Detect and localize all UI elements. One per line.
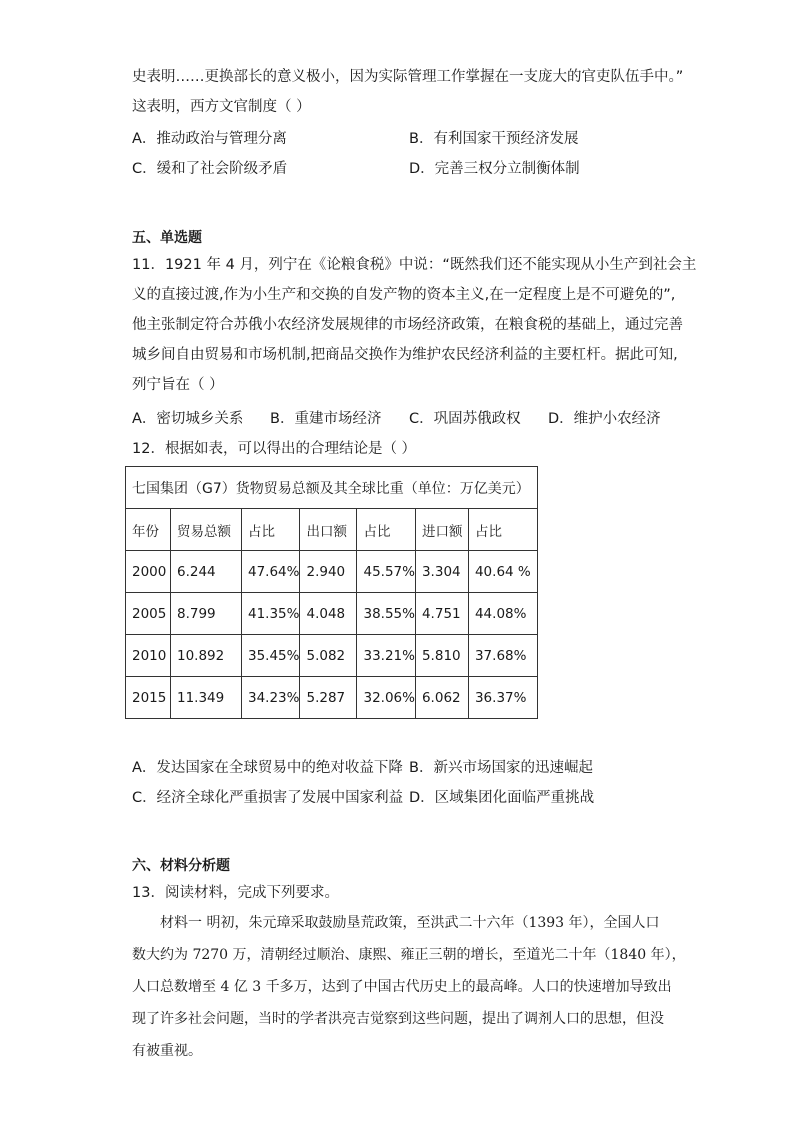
table-header-cell: 出口额 <box>300 509 357 551</box>
table-cell: 5.082 <box>300 635 357 677</box>
q11-stem-line3: 他主张制定符合苏俄小农经济发展规律的市场经济政策，在粮食税的基础上，通过完善 <box>132 317 683 333</box>
q12-option-a[interactable]: A．发达国家在全球贸易中的绝对收益下降 <box>132 760 403 776</box>
q10-option-b[interactable]: B．有利国家干预经济发展 <box>409 131 579 147</box>
table-header-cell: 占比 <box>468 509 537 551</box>
q12-option-c[interactable]: C．经济全球化严重损害了发展中国家利益 <box>132 790 404 806</box>
table-cell: 36.37% <box>468 677 537 719</box>
q11-option-a[interactable]: A．密切城乡关系 <box>132 411 244 427</box>
table-cell: 2005 <box>126 593 171 635</box>
section-title-single-choice: 五、单选题 <box>132 230 202 246</box>
table-header-cell: 进口额 <box>415 509 468 551</box>
table-cell: 4.048 <box>300 593 357 635</box>
table-cell: 3.304 <box>415 551 468 593</box>
table-cell: 45.57% <box>357 551 415 593</box>
table-cell: 2.940 <box>300 551 357 593</box>
q11-stem-line5: 列宁旨在（ ） <box>132 377 224 393</box>
table-cell: 5.287 <box>300 677 357 719</box>
q10-option-d[interactable]: D．完善三权分立制衡体制 <box>409 161 580 177</box>
table-cell: 35.45% <box>242 635 300 677</box>
q12-option-d[interactable]: D．区域集团化面临严重挑战 <box>409 790 595 806</box>
table-cell: 44.08% <box>468 593 537 635</box>
q10-stem-line1: 史表明……更换部长的意义极小，因为实际管理工作掌握在一支庞大的官吏队伍手中。” <box>132 69 684 85</box>
table-cell: 5.810 <box>415 635 468 677</box>
table-row <box>126 677 538 719</box>
q11-stem-line4: 城乡间自由贸易和市场机制,把商品交换作为维护农民经济利益的主要杠杆。据此可知, <box>132 347 678 363</box>
q11-stem-line1: 11．1921 年 4 月，列宁在《论粮食税》中说：“既然我们还不能实现从小生产到社会主 <box>132 257 697 273</box>
table-cell: 6.062 <box>415 677 468 719</box>
table-cell: 4.751 <box>415 593 468 635</box>
table-cell: 33.21% <box>357 635 415 677</box>
q11-option-b[interactable]: B．重建市场经济 <box>270 411 382 427</box>
material-line: 数大约为 7270 万，清朝经过顺治、康熙、雍正三朝的增长，至道光二十年（1840 年）， <box>132 947 686 963</box>
table-caption-row <box>126 467 538 509</box>
q11-stem-line2: 义的直接过渡,作为小生产和交换的自发产物的资本主义,在一定程度上是不可避免的”, <box>132 287 676 303</box>
table-cell: 8.799 <box>171 593 242 635</box>
table-cell: 47.64% <box>242 551 300 593</box>
q11-option-d[interactable]: D．维护小农经济 <box>548 411 661 427</box>
q10-stem-line2: 这表明，西方文官制度（ ） <box>132 99 311 115</box>
table-header-cell: 贸易总额 <box>171 509 242 551</box>
material-line: 有被重视。 <box>132 1043 202 1059</box>
table-cell: 11.349 <box>171 677 242 719</box>
material-line: 材料一 明初，朱元璋采取鼓励垦荒政策，至洪武二十六年（1393 年），全国人口 <box>160 915 660 931</box>
table-row <box>126 551 538 593</box>
table-cell: 32.06% <box>357 677 415 719</box>
table-header-cell: 占比 <box>242 509 300 551</box>
table-header-cell: 占比 <box>357 509 415 551</box>
table-cell: 37.68% <box>468 635 537 677</box>
table-cell: 2000 <box>126 551 171 593</box>
table-cell: 2010 <box>126 635 171 677</box>
table-cell: 34.23% <box>242 677 300 719</box>
table-cell: 10.892 <box>171 635 242 677</box>
section-title-material-analysis: 六、材料分析题 <box>132 858 230 874</box>
g7-trade-table <box>125 466 538 719</box>
table-row <box>126 593 538 635</box>
table-cell: 40.64 % <box>468 551 537 593</box>
q10-option-a[interactable]: A．推动政治与管理分离 <box>132 131 287 147</box>
material-line: 现了许多社会问题，当时的学者洪亮吉觉察到这些问题，提出了调剂人口的思想，但没 <box>132 1011 664 1027</box>
q13-stem: 13．阅读材料，完成下列要求。 <box>132 885 339 901</box>
q10-option-c[interactable]: C．缓和了社会阶级矛盾 <box>132 161 288 177</box>
q12-stem: 12．根据如表，可以得出的合理结论是（ ） <box>132 441 417 457</box>
table-header-row <box>126 509 538 551</box>
table-cell: 41.35% <box>242 593 300 635</box>
table-cell: 6.244 <box>171 551 242 593</box>
table-row <box>126 635 538 677</box>
q11-option-c[interactable]: C．巩固苏俄政权 <box>409 411 521 427</box>
q12-option-b[interactable]: B．新兴市场国家的迅速崛起 <box>409 760 593 776</box>
table-cell: 38.55% <box>357 593 415 635</box>
table-caption: 七国集团（G7）货物贸易总额及其全球比重（单位：万亿美元） <box>126 467 538 509</box>
table-header-cell: 年份 <box>126 509 171 551</box>
material-line: 人口总数增至 4 亿 3 千多万，达到了中国古代历史上的最高峰。人口的快速增加导致出 <box>132 979 672 995</box>
table-cell: 2015 <box>126 677 171 719</box>
